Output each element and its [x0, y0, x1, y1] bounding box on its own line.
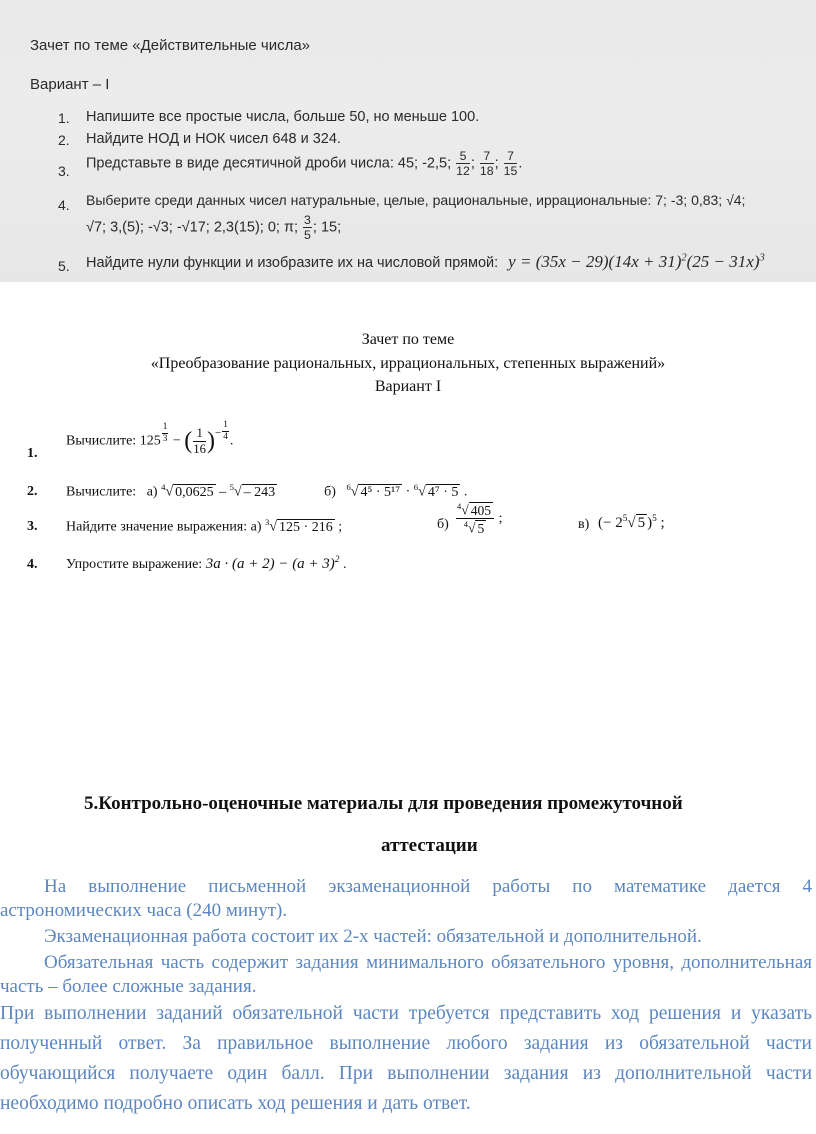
task1-base: 125 [139, 433, 161, 449]
scan-q4-line2 [86, 214, 341, 242]
task2-b-radicand2: 4⁷ · 5 [427, 484, 459, 500]
task3-b-fraction: $\frac{^4√ 405}{^4√ 5}$ ; [457, 501, 503, 536]
section-5-heading-line1: 5.Контрольно-оценочные материалы для проведения промежуточной [84, 793, 683, 814]
section-5-paragraph-2: Экзаменационная работа состоит их 2-х частей: обязательной и дополнительной. [44, 926, 702, 947]
task4-expression: $3a \cdot (a + 2) - (a + 3)^2$ [205, 555, 340, 572]
task4-line: Упростите выражение: $3a \cdot (a + 2) - (a + 3)^2$ . [66, 555, 347, 572]
task1-exponent: $\frac{1}{3}$ [162, 422, 168, 445]
task3-a-radicand: 125 · 216 [279, 519, 333, 535]
scan-q5-text: Найдите нули функции и изобразите их на числовой прямой: [86, 255, 499, 271]
scan-q5-formula: $y = (35x - 29)(14x + 31)^2(25 - 31x)^3$ [508, 252, 765, 271]
task3-c-expr: (− $2^5√$ 5 )$^5$ ; [598, 514, 665, 531]
task1-label: Вычислите: [66, 433, 137, 449]
task2-b-label: б) [324, 484, 336, 500]
task1-end: . [229, 433, 234, 449]
task3-b-label: б) [437, 517, 449, 532]
task1-exp2-sign: − [215, 427, 222, 439]
task3-number: 3. [27, 519, 38, 534]
scan-q3-fraction-1: $\frac{5}{12}$ [456, 149, 470, 179]
task2-a-label: а) [146, 484, 158, 500]
scan-q2-number: 2. [58, 132, 70, 148]
scan-q4-fraction: $\frac{3}{5}$ [304, 213, 311, 243]
task2-a-radicand1: 0,0625 [175, 484, 214, 500]
sec2-title-line1: Зачет по теме [361, 331, 455, 348]
task1-number: 1. [27, 446, 38, 461]
scan-q4-text-a: √7; 3,(5); -√3; -√17; 2,3(15); 0; π; [86, 219, 298, 236]
task2-number: 2. [27, 484, 38, 499]
scan-q3-line: Представьте в виде десятичной дроби числа: 45; -2,5; $\frac{5}{12}$ ; $\frac{7}{18}$ ; $\frac{7}{15}$ . [86, 149, 523, 179]
section-5-paragraph-3: Обязательная часть содержит задания минимального обязательного уровня, дополнительная часть – более сложные задания. [0, 952, 812, 997]
scan-q3-fraction-3: $\frac{7}{15}$ [503, 149, 518, 179]
task2-b-radicand1: 4⁵ · 5¹⁷ [360, 484, 401, 500]
task4-number: 4. [27, 557, 38, 572]
task4-label: Упростите выражение: [66, 557, 203, 572]
scan-q3-number: 3. [58, 163, 70, 179]
scan-title: Зачет по теме «Действительные числа» [30, 37, 311, 54]
task2-line: Вычислите: а) $^4$√ 0,0625 – $^5$√ – 243 б) $^6$√ 4⁵ · 5¹⁷ · $^6$√ 4⁷ · 5 . [66, 482, 468, 500]
section-5-heading-line2: аттестации [381, 835, 478, 856]
task3-label: Найдите значение выражения: а) [66, 519, 262, 535]
task3-label-line: Найдите значение выражения: а) $^3$√ 125 · 216 ; [66, 517, 343, 535]
task1-exponent2: $\frac{1}{4}$ [223, 420, 228, 443]
scan-q3-fraction-2: $\frac{7}{18}$ [479, 149, 494, 179]
task3-c-label: в) [578, 517, 590, 532]
scan-q3-text: Представьте в виде десятичной дроби числа: 45; -2,5; [86, 155, 452, 172]
scan-q2-text: Найдите НОД и НОК чисел 648 и 324. [86, 131, 341, 147]
scan-q4-number: 4. [58, 197, 70, 213]
scan-q5-line [86, 252, 765, 272]
sec2-title-line2: «Преобразование рациональных, иррациональных, степенных выражений» [150, 355, 666, 372]
scanned-test-sheet [0, 0, 816, 282]
sec2-variant: Вариант I [374, 378, 442, 395]
task1-fraction: $\frac{1}{16}$ [193, 426, 207, 456]
task1-minus: − [172, 433, 181, 449]
scan-variant: Вариант – I [30, 76, 110, 93]
scan-q1-number: 1. [58, 110, 70, 126]
scan-q4-text-b: ; 15; [312, 219, 342, 236]
scan-q1-text: Напишите все простые числа, больше 50, но меньше 100. [86, 109, 480, 125]
scan-q5-number: 5. [58, 258, 70, 274]
section-5-paragraph-4: При выполнении заданий обязательной части требуется представить ход решения и указать полученный ответ. За правильное выполнение любого задания из обязательной части обучающийся получаете один балл. При выполнении задания из дополнительной части необходимо подробно описать ход решения и дать ответ. [0, 1003, 812, 1114]
scan-q4-line1: Выберите среди данных чисел натуральные, целые, рациональные, иррациональные: 7; -3; 0,83; √4; [86, 192, 746, 208]
task2-a-radicand2: – 243 [243, 484, 276, 500]
task1-line: Вычислите: 125 $\frac{1}{3}$ − ( $\frac{1}{16}$ )− $\frac{1}{4}$ . [66, 420, 234, 456]
section-5-paragraph-1: На выполнение письменной экзаменационной работы по математике дается 4 астрономических часа (240 минут). [0, 876, 812, 921]
task2-label: Вычислите: [66, 484, 137, 500]
